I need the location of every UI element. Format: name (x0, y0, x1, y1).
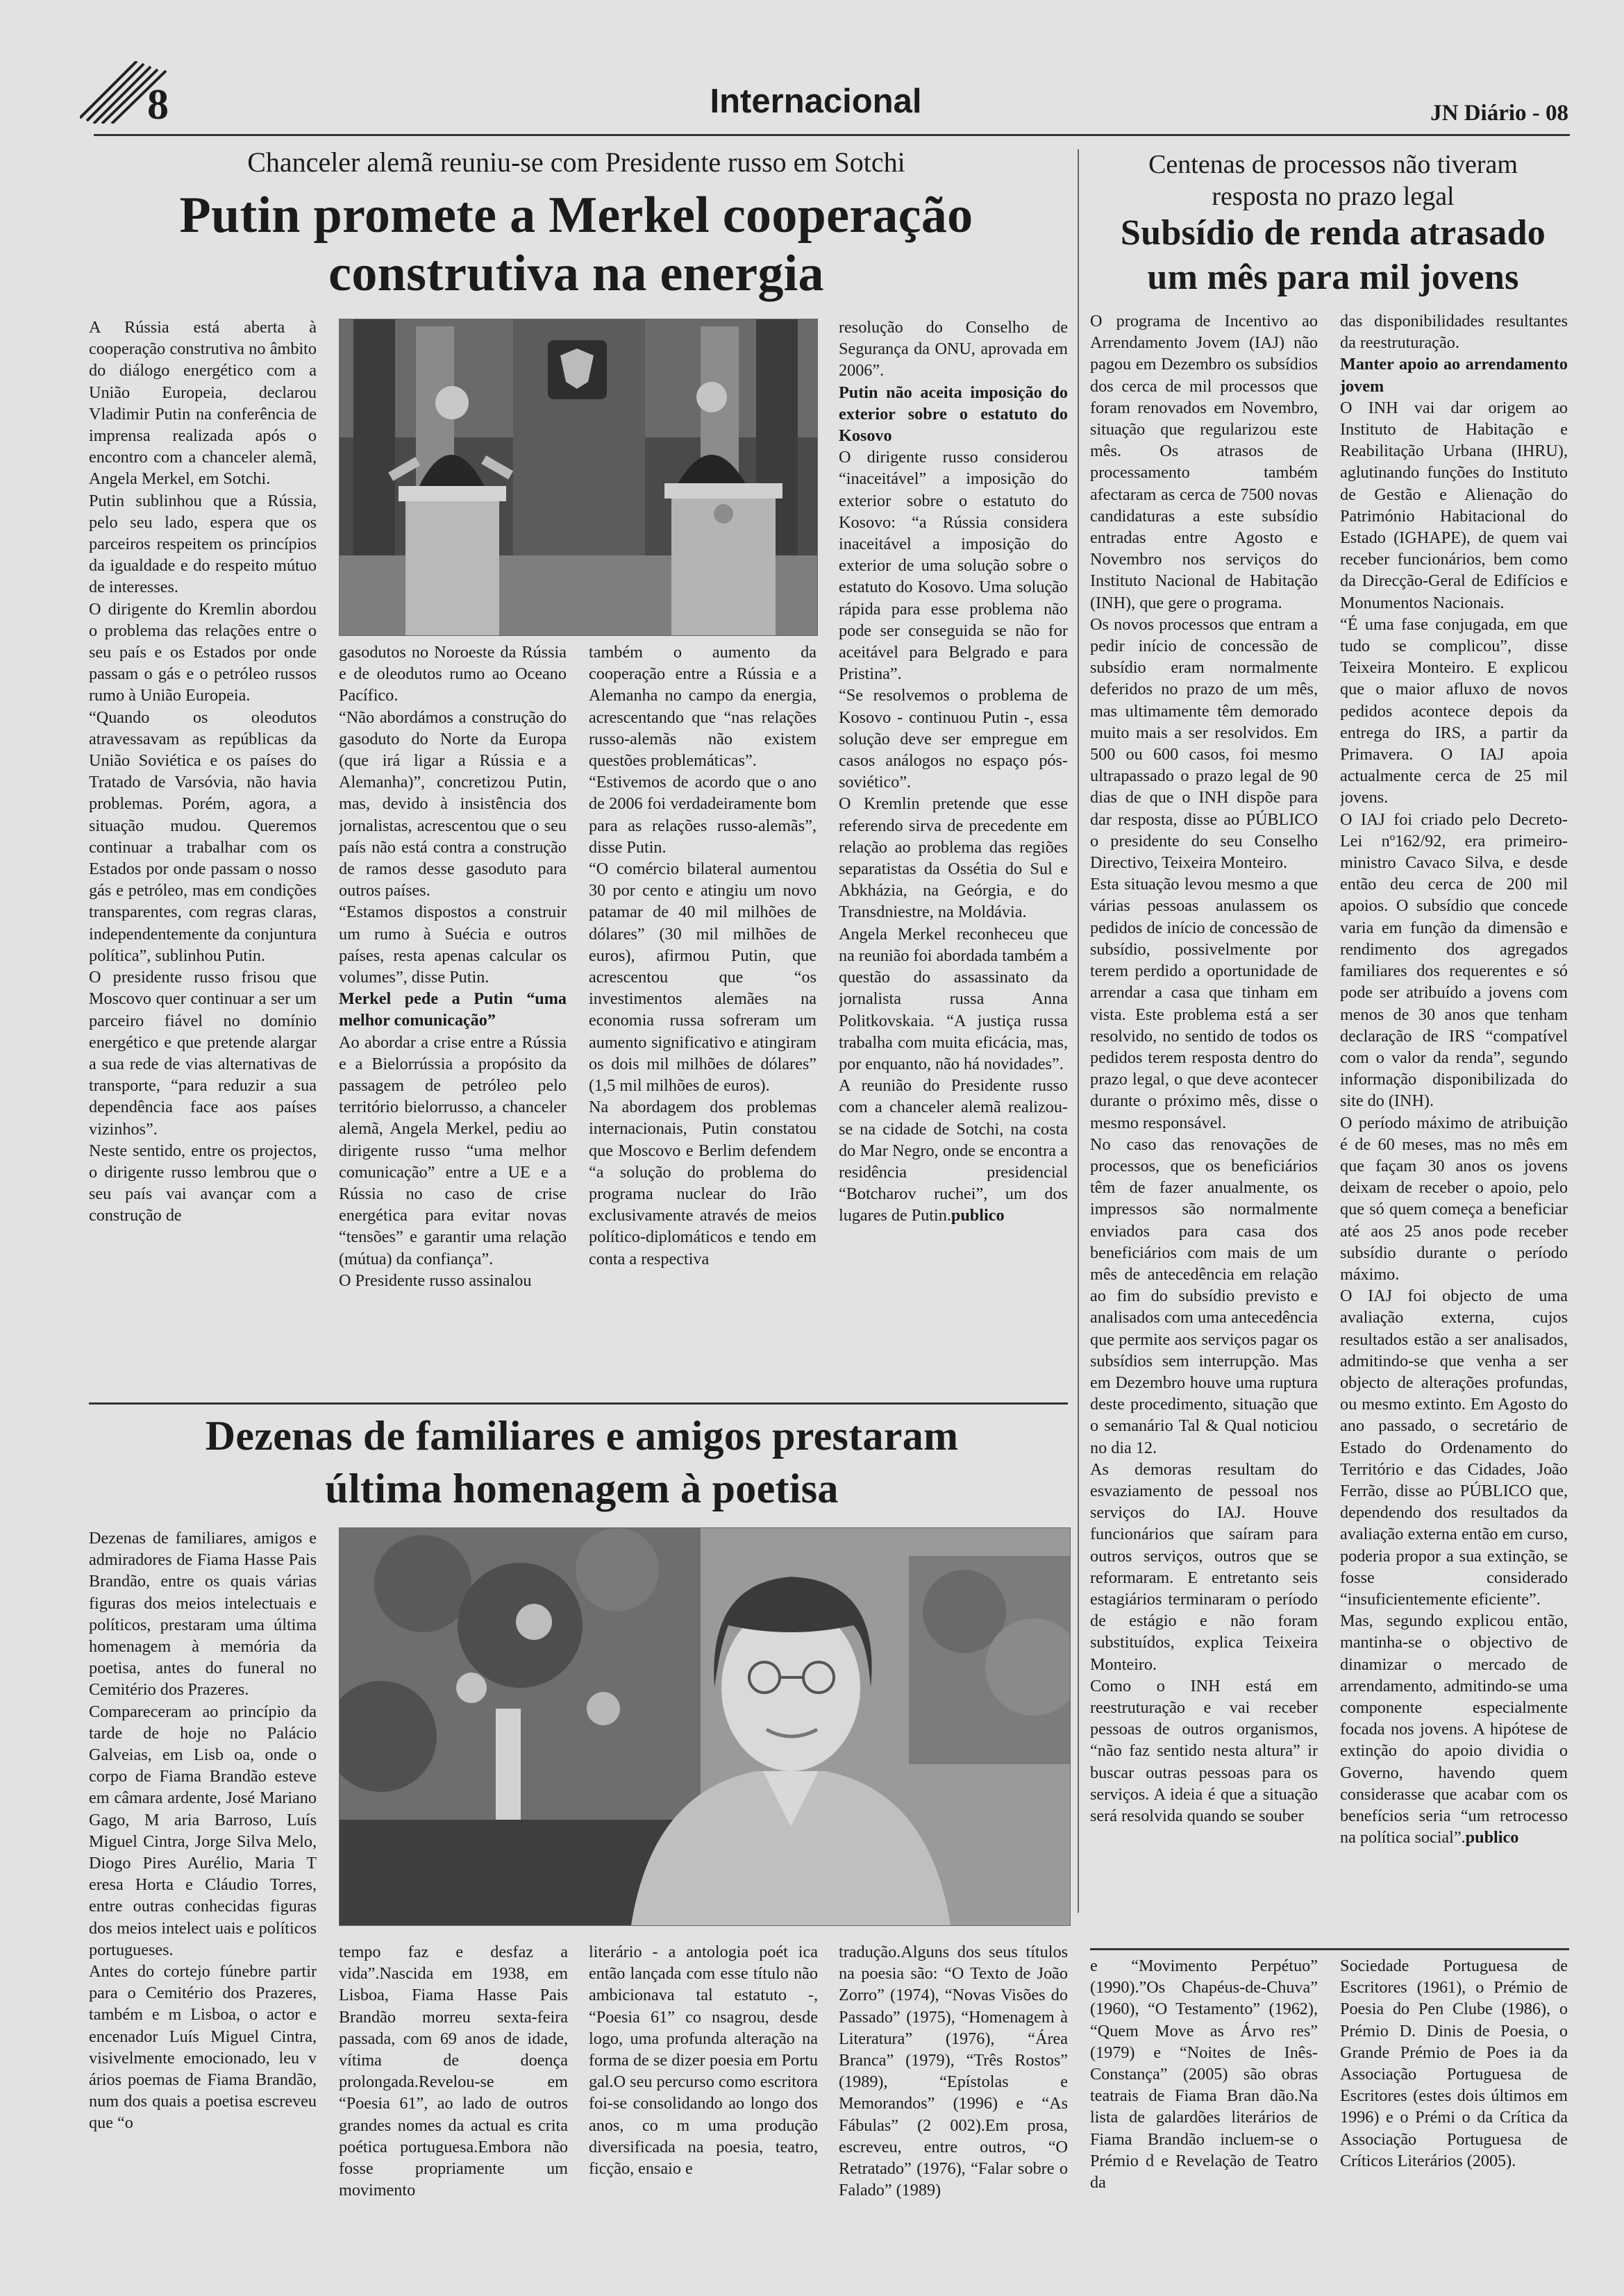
paragraph: Angela Merkel reconheceu que na reunião foi abordada também a questão do assassinato da jornalista russa Anna Politkovskaia. “A justiça russa trabalha com muita eficácia, mas, por enquanto, não há novidades”. (839, 924, 1068, 1073)
source-label: publico (1465, 1828, 1519, 1847)
page-number: 8 (147, 81, 169, 128)
paragraph: Putin sublinhou que a Rússia, pelo seu lado, espera que os parceiros respeitem os princípios da igualdade e do respeito mútuo de interesses. (89, 491, 317, 597)
paragraph: Mas, segundo explicou então, mantinha-se o objectivo de dinamizar o mercado de arrendamento, admitindo-se uma componente especialmente focada nos jovens. A hipótese de extinção do apoio dividia o Governo, havendo quem considerasse que acabar com os benefícios seria “um retrocesso na política social”.publico (1340, 1611, 1568, 1847)
paragraph: “Não abordámos a construção do gasoduto do Norte da Europa (que irá ligar a Rússia e a Alemanha)”, concretizou Putin, mas, devido à insistência dos jornalistas, acrescentou que o seu país não está contra a construção de ramos desse gasoduto para outros países. (339, 707, 567, 900)
paragraph: também o aumento da cooperação entre a Rússia e a Alemanha no campo da energia, acrescentando que “nas relações russo-alemãs não existem questões problemáticas”. (589, 643, 817, 771)
paragraph: resolução do Conselho de Segurança da ONU, aprovada em 2006”. (839, 318, 1068, 380)
article3-continuation-rule (1090, 1948, 1569, 1950)
paragraph: Ao abordar a crise entre a Rússia e a Bielorrússia a propósito da passagem de petróleo pelo território bielorrusso, a chanceler alemã, Angela Merkel, pediu ao dirigente russo “uma melhor comunicação” entre a UE e a Rússia no caso de crise energética para evitar novas “tensões” e garantir uma relação (mútua) da confiança”. (339, 1032, 567, 1268)
paragraph: tempo faz e desfaz a vida”.Nascida em 1938, em Lisboa, Fiama Hasse Pais Brandão morreu sexta-feira passada, com 69 anos de idade, vítima de doença prolongada.Revelou-se em “Poesia 61”, ao lado de outros grandes nomes da actual es crita poética portuguesa.Embora não fosse propriamente um movimento (339, 1943, 568, 2200)
paragraph: O Kremlin pretende que esse referendo sirva de precedente em relação ao problema das regiões separatistas da Ossétia do Sul e Abkházia, na Geórgia, e do Transdniestre, na Moldávia. (839, 794, 1068, 922)
column-divider (1078, 149, 1079, 1913)
header-rule (94, 134, 1570, 136)
issue-label: JN Diário - 08 (1430, 101, 1568, 126)
press-conference-image (340, 319, 817, 635)
article3-column-2 (339, 1941, 568, 2233)
paragraph: Como o INH está em reestruturação e vai receber pessoas de outros organismos, “não faz sentido nesta altura” ir buscar outras pessoas para os serviços. A ideia é que a situação será resolvida quando se souber (1090, 1676, 1318, 1826)
article1-headline (90, 186, 1062, 303)
subheading: Merkel pede a Putin “uma melhor comunicação” (339, 989, 567, 1030)
merkel-putin-photo (339, 319, 818, 636)
paragraph: gasodutos no Noroeste da Rússia e de oleodutos rumo ao Oceano Pacífico. (339, 643, 567, 705)
paragraph: A reunião do Presidente russo com a chanceler alemã realizou-se na cidade de Sotchi, na costa do Mar Negro, onde se encontra a residência presidencial “Botcharov ruchei”, um dos lugares de Putin.publico (839, 1076, 1068, 1225)
article2-column-1 (1090, 310, 1318, 1926)
article2-kicker (1090, 149, 1576, 212)
article1-headline-line2: construtiva na energia (328, 245, 824, 302)
paragraph: O programa de Incentivo ao Arrendamento Jovem (IAJ) não pagou em Dezembro os subsídios dos cerca de mil processos que foram renovados em Novembro, situação que regularizou este mês. Os atrasos de processamento também afectaram as cerca de 7500 novas candidaturas a este subsídio entradas entre Agosto e Novembro nos serviços do Instituto Nacional de Habitação (INH), que gere o programa. (1090, 312, 1318, 612)
article3-headline-line2: última homenagem à poetisa (325, 1466, 839, 1511)
article3-headline (89, 1409, 1075, 1515)
paragraph: Dezenas de familiares, amigos e admiradores de Fiama Hasse Pais Brandão, entre os quais várias figuras dos meios intelectuais e políticos, prestaram uma última homenagem à memória da poetisa, antes do funeral no Cemitério dos Prazeres. (89, 1529, 317, 1700)
paragraph: tradução.Alguns dos seus títulos na poesia são: “O Texto de João Zorro” (1974), “Novas Visões do Passado” (1975), “Homenagem à Literatura” (1976), “Área Branca” (1979), “Três Rostos” (1989), “Epístolas e Memorandos” (1996) e “As Fábulas” (2 002).Em prosa, escreveu, entre outros, “O Retratado” (1976), “Falar sobre o Falado” (1989) (839, 1943, 1068, 2200)
article2-headline (1090, 211, 1576, 300)
article3-column-1 (89, 1527, 317, 2222)
article3-column-6 (1340, 1955, 1568, 2233)
paragraph: No caso das renovações de processos, que os beneficiários têm de fazer anualmente, os impressos são normalmente enviados para casa dos beneficiários com mais de um mês de antecedência em relação ao fim do subsídio previsto e analisados com uma antecedência que permite aos serviços pagar os subsídios sem interrupção. Mas em Dezembro houve uma ruptura deste procedimento, situação que o semanário Tal & Qual noticiou no dia 12. (1090, 1134, 1318, 1457)
article2-headline-line1: Subsídio de renda atrasado (1120, 213, 1546, 253)
article1-column-2 (339, 642, 567, 1405)
paragraph: A Rússia está aberta à cooperação construtiva no âmbito do diálogo energético com a União Europeia, declarou Vladimir Putin na conferência de imprensa realizada após o encontro com a chanceler alemã, Angela Merkel, em Sotchi. (89, 318, 317, 489)
article3-column-5 (1090, 1955, 1318, 2233)
paragraph: “Se resolvemos o problema de Kosovo - continuou Putin -, essa solução deve ser empregue em casos análogos no espaço pós-soviético”. (839, 686, 1068, 792)
section-title: Internacional (710, 83, 922, 120)
paragraph: literário - a antologia poét ica então lançada com esse título não ambicionava tal estatuto -, “Poesia 61” co nsagrou, desde logo, uma profunda alteração na forma de se dizer poesia em Portu gal.O seu percurso como escritora foi-se consolidando ao longo dos anos, co m uma produção diversificada na poesia, teatro, ficção, ensaio e (589, 1943, 818, 2179)
article3-column-3 (589, 1941, 818, 2233)
paragraph: “O comércio bilateral aumentou 30 por cento e atingiu um novo patamar de 40 mil milhões de dólares” (30 mil milhões de euros), afirmou Putin, que acrescentou que “os investimentos alemães na economia russa sofreram um aumento significativo e atingiram os dois mil milhões de dólares” (1,5 mil milhões de euros). (589, 860, 817, 1096)
paragraph: Antes do cortejo fúnebre partir para o Cemitério dos Prazeres, também e m Lisboa, o actor e encenador Luís Miguel Cintra, visivelmente emocionado, leu v ários poemas de Fiama Brandão, num dos quais a poetisa escreveu que “o (89, 1962, 317, 2133)
subheading: Putin não aceita imposição do exterior sobre o estatuto do Kosovo (839, 383, 1068, 446)
paragraph: Neste sentido, entre os projectos, o dirigente russo lembrou que o seu país vai avançar com a construção de (89, 1141, 317, 1225)
paragraph: O IAJ foi objecto de uma avaliação externa, cujos resultados estão a ser analisados, admitindo-se que venha a ser objecto de alterações profundas, ou mesmo extinto. Em Agosto do ano passado, o secretário de Estado do Ordenamento do Território e das Cidades, João Ferrão, disse ao PÚBLICO que, dependendo dos resultados da avaliação externa então em curso, poderia propor a sua extinção, se fosse considerado “insuficientemente eficiente”. (1340, 1287, 1568, 1609)
paragraph: Sociedade Portuguesa de Escritores (1961), o Prémio de Poesia do Pen Clube (1986), o Prémio D. Dinis de Poesia, o Grande Prémio de Poes ia da Associação Portuguesa de Escritores (estes dois últimos em 1996) e o Prémi o da Crítica da Associação Portuguesa de Críticos Literários (2005). (1340, 1956, 1568, 2170)
source-label: publico (951, 1206, 1005, 1225)
subheading: Manter apoio ao arrendamento jovem (1340, 355, 1568, 396)
article1-column-3 (589, 642, 817, 1405)
paragraph: As demoras resultam do esvaziamento de pessoal nos serviços do IAJ. Houve funcionários que saíram para outros serviços, outros que se reformaram. E entretanto seis estagiários terminaram o período de estágio e não foram substituídos, explica Teixeira Monteiro. (1090, 1459, 1318, 1674)
article2-kicker-line2: resposta no prazo legal (1212, 182, 1455, 211)
paragraph: O período máximo de atribuição é de 60 meses, mas no mês em que façam 30 anos os jovens deixam de receber o apoio, pelo que só quem começa a beneficiar até aos 25 anos pode receber subsídio durante o período máximo. (1340, 1113, 1568, 1284)
article3-column-4 (839, 1941, 1068, 2233)
paragraph: “Estivemos de acordo que o ano de 2006 foi verdadeiramente bom para as relações russo-alemãs”, disse Putin. (589, 773, 817, 857)
paragraph: das disponibilidades resultantes da reestruturação. (1340, 312, 1568, 353)
article1-column-1 (89, 317, 317, 1405)
paragraph: e “Movimento Perpétuo” (1990).”Os Chapéus-de-Chuva” (1960), “O Testamento” (1962), “Quem Move as Árvo res” (1979) e “Noites de Inês-Constança” (2005) são obras teatrais de Fiama Bran dão.Na lista de galardões literários de Fiama Brandão incluem-se o Prémio d e Revelação de Teatro da (1090, 1956, 1318, 2193)
article3-headline-line1: Dezenas de familiares e amigos prestaram (205, 1413, 959, 1459)
article1-headline-line1: Putin promete a Merkel cooperação (179, 187, 973, 244)
article1-kicker: Chanceler alemã reuniu-se com Presidente russo em Sotchi (247, 146, 905, 178)
poet-portrait-photo (339, 1527, 1071, 1926)
paragraph: Os novos processos que entram a pedir início de concessão de subsídio eram normalmente deferidos no prazo de um mês, mas ultimamente têm demorado muito mais a ser resolvidos. Em 500 ou 600 casos, foi mesmo ultrapassado o prazo legal de 90 dias de que o INH dispõe para dar resposta, disse ao PÚBLICO o presidente do seu Conselho Directivo, Teixeira Monteiro. (1090, 614, 1318, 873)
poet-portrait-image (340, 1528, 1070, 1925)
paragraph: O IAJ foi criado pelo Decreto-Lei nº162/92, era primeiro-ministro Cavaco Silva, e desde então deu cerca de 200 mil apoios. O subsídio que concede varia em função da dimensão e rendimento dos agregados familiares dos requerentes e só pode ser atribuído a jovens com menos de 30 anos que tenham declaração de IRS “compatível com o valor da renda”, segundo informação disponibilizada do site do (INH). (1340, 810, 1568, 1111)
paragraph: Compareceram ao princípio da tarde de hoje no Palácio Galveias, em Lisb oa, onde o corpo de Fiama Brandão esteve em câmara ardente, José Mariano Gago, M aria Barroso, Luís Miguel Cintra, Jorge Silva Melo, Diogo Pires Aurélio, Maria T eresa Horta e Cláudio Torres, entre outras conhecidas figuras dos meios intelect uais e políticos portugueses. (89, 1702, 317, 1959)
paragraph: “É uma fase conjugada, em que tudo se complicou”, disse Teixeira Monteiro. E explicou que o maior afluxo de novos pedidos acontece depois da entrega do IRS, a partir da Primavera. O IAJ apoia actualmente cerca de 25 mil jovens. (1340, 614, 1568, 807)
paragraph: O Presidente russo assinalou (339, 1271, 532, 1290)
paragraph: O dirigente russo considerou “inaceitável” a imposição do exterior sobre o estatuto do Kosovo: “a Rússia considera inaceitável a imposição do exterior de uma solução sobre o estatuto do Kosovo. Uma solução rápida para esse problema não pode ser conseguida se não for aceitável para Belgrado e para Pristina”. (839, 448, 1068, 684)
paragraph: Na abordagem dos problemas internacionais, Putin constatou que Moscovo e Berlim defendem “a solução do problema do programa nuclear do Irão exclusivamente através de meios político-diplomáticos e tendo em conta a respectiva (589, 1098, 817, 1268)
article2-headline-line2: um mês para mil jovens (1147, 258, 1519, 297)
article3-top-rule (89, 1402, 1068, 1405)
article2-kicker-line1: Centenas de processos não tiveram (1148, 150, 1518, 179)
paragraph: O presidente russo frisou que Moscovo quer continuar a ser um parceiro fiável no domínio energético e que pretende alargar a sua rede de vias alternativas de transporte, “para reduzir a sua dependência face aos países vizinhos”. (89, 968, 317, 1139)
paragraph: O dirigente do Kremlin abordou o problema das relações entre o seu país e os Estados por onde passam o gás e o petróleo russos rumo à União Europeia. (89, 599, 317, 705)
paragraph: “Quando os oleodutos atravessavam as repúblicas da União Soviética e os países do Tratado de Varsóvia, não havia problemas. Porém, agora, a situação mudou. Queremos continuar a trabalhar com os Estados por onde passam o nosso gás e petróleo, mas em condições transparentes, com regras claras, independentemente da conjuntura política”, sublinhou Putin. (89, 707, 317, 965)
article2-column-2 (1340, 310, 1568, 1926)
article1-column-4 (839, 317, 1068, 1405)
paragraph: Esta situação levou mesmo a que várias pessoas anulassem os pedidos de início de concessão de subsídio, possivelmente por terem perdido a oportunidade de arrendar a casa que tinham em vista. Este problema está a ser resolvido, no sentido de todos os pedidos terem resposta dentro do prazo legal, o que deve acontecer durante o próximo mês, disse o mesmo responsável. (1090, 875, 1318, 1132)
paragraph: O INH vai dar origem ao Instituto de Habitação e Reabilitação Urbana (IHRU), aglutinando funções do Instituto de Gestão e Alienação do Património Habitacional do Estado (IGHAPE), de quem vai receber funcionários, bem como da Direcção-Geral de Edifícios e Monumentos Nacionais. (1340, 398, 1568, 612)
paragraph: “Estamos dispostos a construir um rumo à Suécia e outros países, resta apenas calcular os volumes”, disse Putin. (339, 903, 567, 987)
